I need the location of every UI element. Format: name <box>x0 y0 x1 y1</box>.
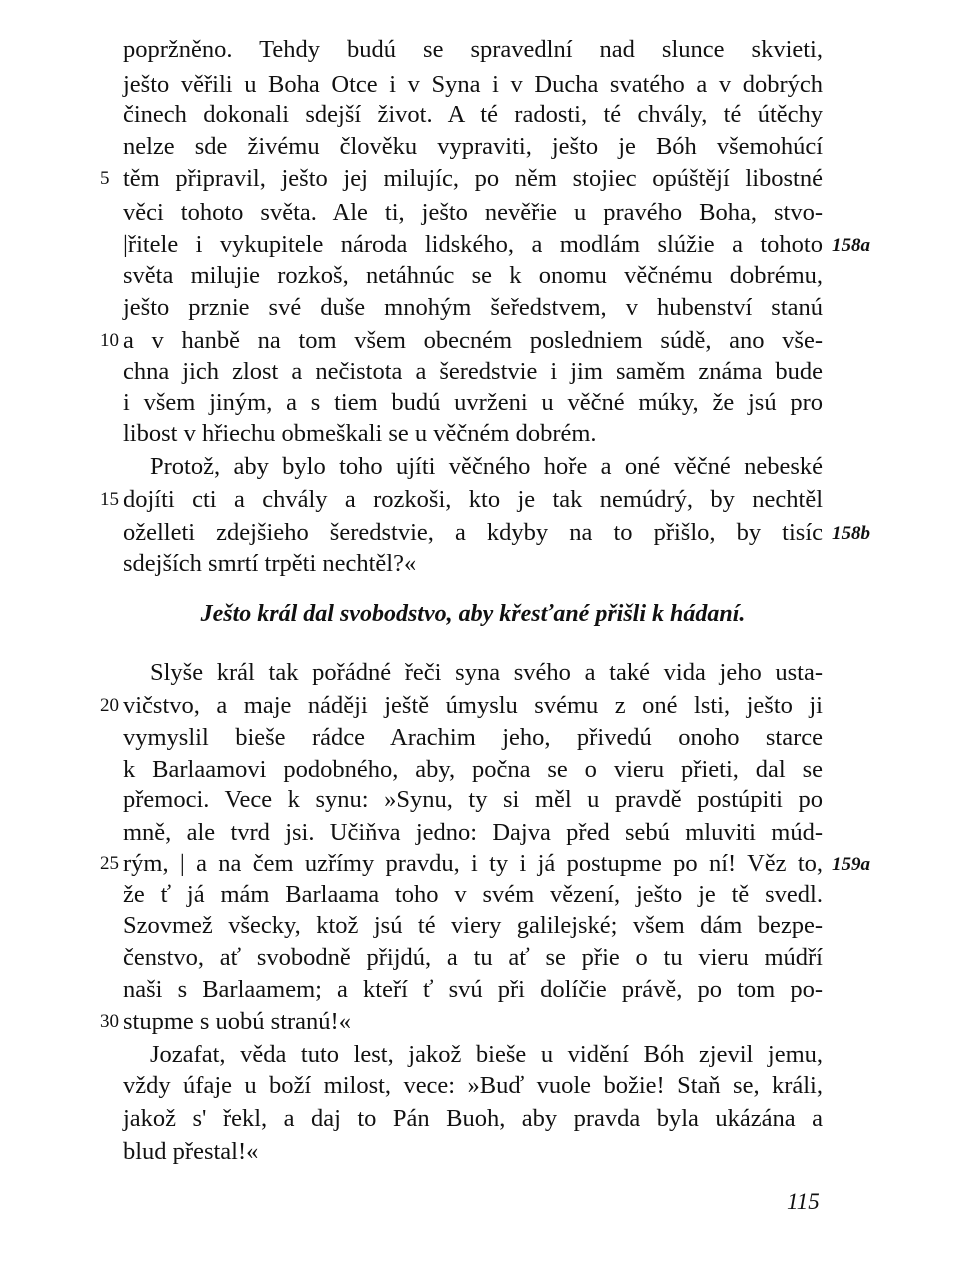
text-line: ješto prznie své duše mnohým šeředstvem, v hubenství stanú <box>123 294 823 321</box>
text-line: světa milujie rozkoš, netáhnúc se k onomu věčnému dobrému, <box>123 262 823 289</box>
text-line: vičstvo, a maje náději ještě úmyslu svému z oné lsti, ješto ji <box>123 692 823 719</box>
text-line: popržněno. Tehdy budú se spravedlní nad slunce skvieti, <box>123 36 823 63</box>
line-number: 30 <box>100 1011 119 1032</box>
text-line: přemoci. Vece k synu: »Synu, ty si měl u pravdě postúpiti po <box>123 786 823 813</box>
text-line: stupme s uobú stranú!« <box>123 1008 351 1035</box>
text-line: oželleti zdejšieho šeredstvie, a kdyby na to přišlo, by tisíc <box>123 519 823 546</box>
text-line: sdejších smrtí trpěti nechtěl?« <box>123 550 417 577</box>
text-line: Szovmež všecky, ktož jsú té viery galilejské; všem dám bezpe- <box>123 912 823 939</box>
text-line: nelze sde živému člověku vypraviti, ješto je Bóh všemohúcí <box>123 133 823 160</box>
text-line: ješto věřili u Boha Otce i v Syna i v Ducha svatého a v dobrých <box>123 71 823 98</box>
text-line: libost v hřiechu obmeškali se u věčném dobrém. <box>123 420 597 447</box>
text-line: činech dokonali sdejší život. A té radosti, té chvály, té útěchy <box>123 101 823 128</box>
line-number: 20 <box>100 695 119 716</box>
text-line: dojíti cti a chvály a rozkoši, kto je tak nemúdrý, by nechtěl <box>123 486 823 513</box>
page-number: 115 <box>787 1189 820 1214</box>
text-line: věci tohoto světa. Ale ti, ješto nevěřie u pravého Boha, stvo- <box>123 199 823 226</box>
text-line: blud přestal!« <box>123 1138 259 1165</box>
text-line: čenstvo, ať svobodně přijdú, a tu ať se přie o tu vieru múdří <box>123 944 823 971</box>
text-line: a v hanbě na tom všem obecném posledniem súdě, ano vše- <box>123 327 823 354</box>
line-number: 5 <box>100 168 110 189</box>
text-line: vždy úfaje u boží milost, vece: »Buď vuole božie! Staň se, králi, <box>123 1072 823 1099</box>
text-line: jakož s' řekl, a daj to Pán Buoh, aby pravda byla ukázána a <box>123 1105 823 1132</box>
line-number: 15 <box>100 489 119 510</box>
text-line: k Barlaamovi podobného, aby, počna se o vieru přieti, dal se <box>123 756 823 783</box>
text-line: mně, ale tvrd jsi. Učiňva jedno: Dajva před sebú mluviti múd- <box>123 819 823 846</box>
section-heading: Ješto král dal svobodstvo, aby křesťané přišli k hádaní. <box>200 601 746 627</box>
text-line: rým, | a na čem uzřímy pravdu, i ty i já postupme po ní! Věz to, <box>123 850 823 877</box>
text-line: naši s Barlaamem; a kteří ť svú při dolíčie právě, po tom po- <box>123 976 823 1003</box>
line-number: 10 <box>100 330 119 351</box>
text-line: že ť já mám Barlaama toho v svém vězení, ješto je tě svedl. <box>123 881 823 908</box>
margin-note: 159a <box>832 854 870 875</box>
text-line: Protož, aby bylo toho ujíti věčného hoře a oné věčné nebeské <box>150 453 823 480</box>
text-line: Jozafat, věda tuto lest, jakož bieše u vidění Bóh zjevil jemu, <box>150 1041 823 1068</box>
text-line: chna jich zlost a nečistota a šeredstvie i jim saměm známa bude <box>123 358 823 385</box>
margin-note: 158a <box>832 235 870 256</box>
text-line: Slyše král tak pořádné řeči syna svého a také vida jeho usta- <box>150 659 823 686</box>
text-line: i všem jiným, a s tiem budú uvrženi u věčné múky, že jsú pro <box>123 389 823 416</box>
text-line: |řitele i vykupitele národa lidského, a modlám slúžie a tohoto <box>123 231 823 258</box>
line-number: 25 <box>100 853 119 874</box>
text-line: těm připravil, ješto jej milujíc, po něm stojiec opúštějí libostné <box>123 165 823 192</box>
text-line: vymyslil bieše rádce Arachim jeho, přivedú onoho starce <box>123 724 823 751</box>
margin-note: 158b <box>832 523 870 544</box>
